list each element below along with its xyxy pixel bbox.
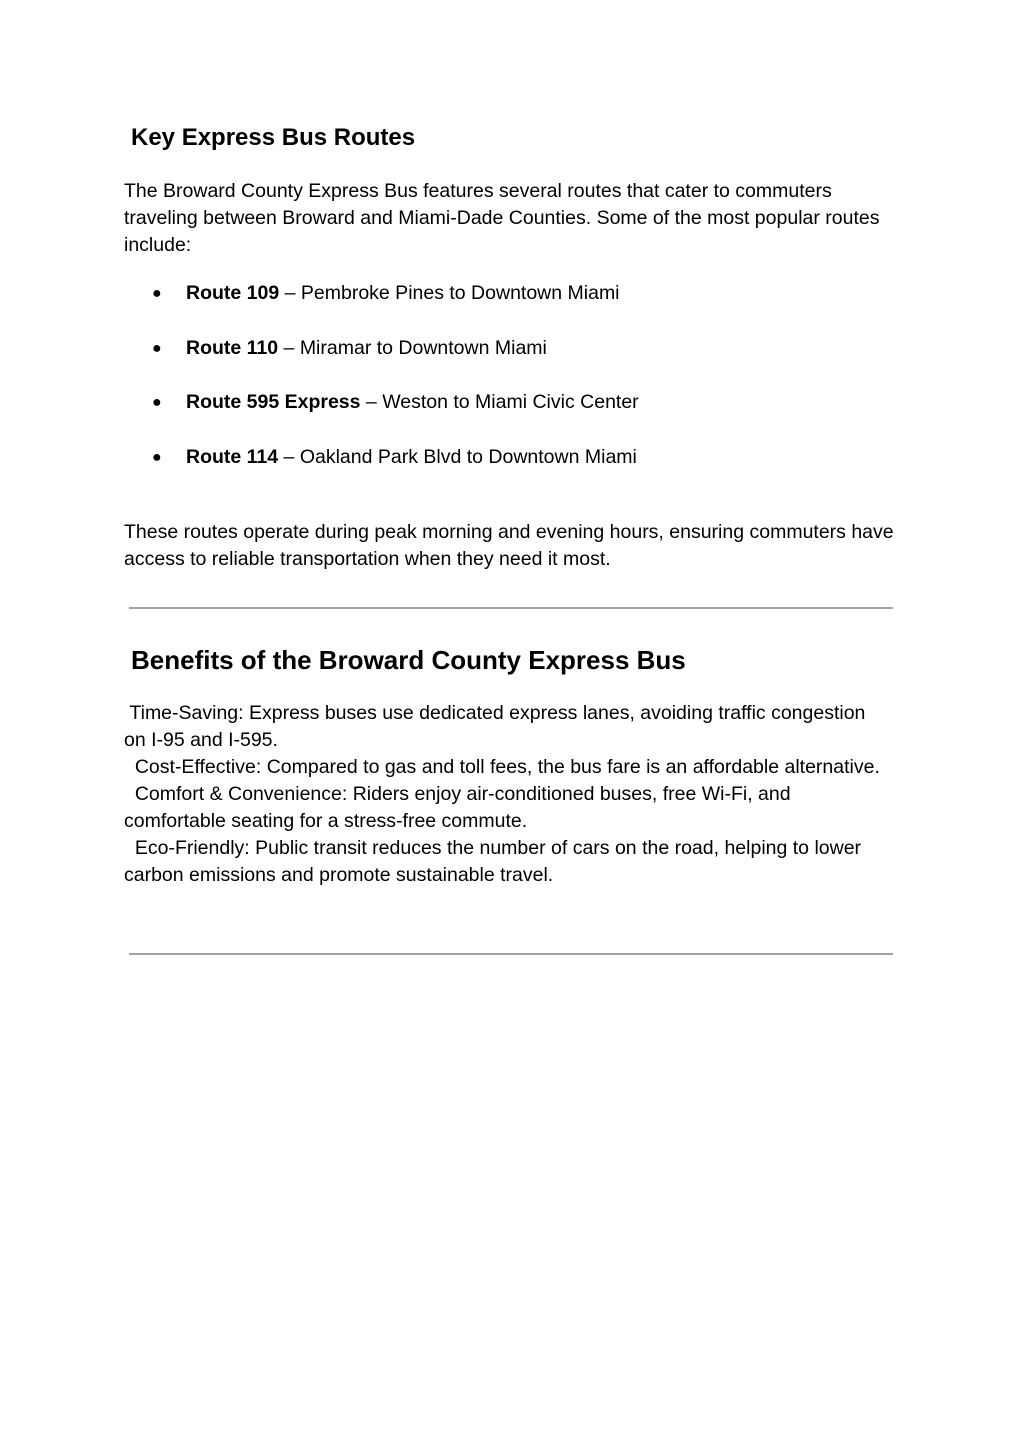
- benefit-comfort: Comfort & Convenience: Riders enjoy air-conditioned buses, free Wi-Fi, and comfortable seating for a stress-free commute.: [124, 783, 796, 832]
- route-name: Route 595 Express: [186, 391, 361, 413]
- route-name: Route 110: [186, 336, 279, 359]
- route-description: Weston to Miami Civic Center: [382, 391, 639, 413]
- section-heading-benefits: Benefits of the Broward County Express Bus: [131, 645, 686, 675]
- horizontal-divider: [129, 607, 893, 609]
- route-separator: –: [360, 391, 383, 413]
- intro-paragraph: The Broward County Express Bus features several routes that cater to commuters traveling between Broward and Miami-Dade Counties. Some of the most popular routes include:: [124, 180, 880, 256]
- benefit-cost-effective: Cost-Effective: Compared to gas and toll fees, the bus fare is an affordable alternative.: [124, 756, 880, 778]
- route-description: Miramar to Downtown Miami: [299, 336, 547, 359]
- route-separator: –: [279, 282, 301, 304]
- bullet-icon: ●: [152, 448, 162, 466]
- bullet-icon: ●: [152, 339, 162, 357]
- route-text: [186, 280, 620, 307]
- route-text: [186, 335, 547, 362]
- route-text: [186, 389, 639, 416]
- bullet-icon: ●: [152, 394, 162, 411]
- route-name: Route 109: [186, 282, 280, 304]
- closing-paragraph: These routes operate during peak morning and evening hours, ensuring commuters have access to reliable transportation when they need it most.: [124, 521, 894, 570]
- route-text: [186, 444, 637, 471]
- benefit-time-saving: Time-Saving: Express buses use dedicated express lanes, avoiding traffic congestion on I-95 and I-595.: [124, 702, 871, 751]
- route-name: Route 114: [186, 445, 279, 468]
- route-separator: –: [278, 445, 300, 468]
- section-heading-key-routes: Key Express Bus Routes: [131, 124, 416, 151]
- bullet-icon: ●: [152, 285, 162, 302]
- route-description: Pembroke Pines to Downtown Miami: [300, 282, 620, 304]
- benefits-paragraph: [124, 700, 884, 889]
- benefit-eco-friendly: Eco-Friendly: Public transit reduces the number of cars on the road, helping to lower carbon emissions and promote sustainable travel.: [124, 837, 867, 886]
- route-separator: –: [278, 336, 300, 359]
- route-description: Oakland Park Blvd to Downtown Miami: [299, 445, 637, 468]
- horizontal-divider: [129, 953, 893, 955]
